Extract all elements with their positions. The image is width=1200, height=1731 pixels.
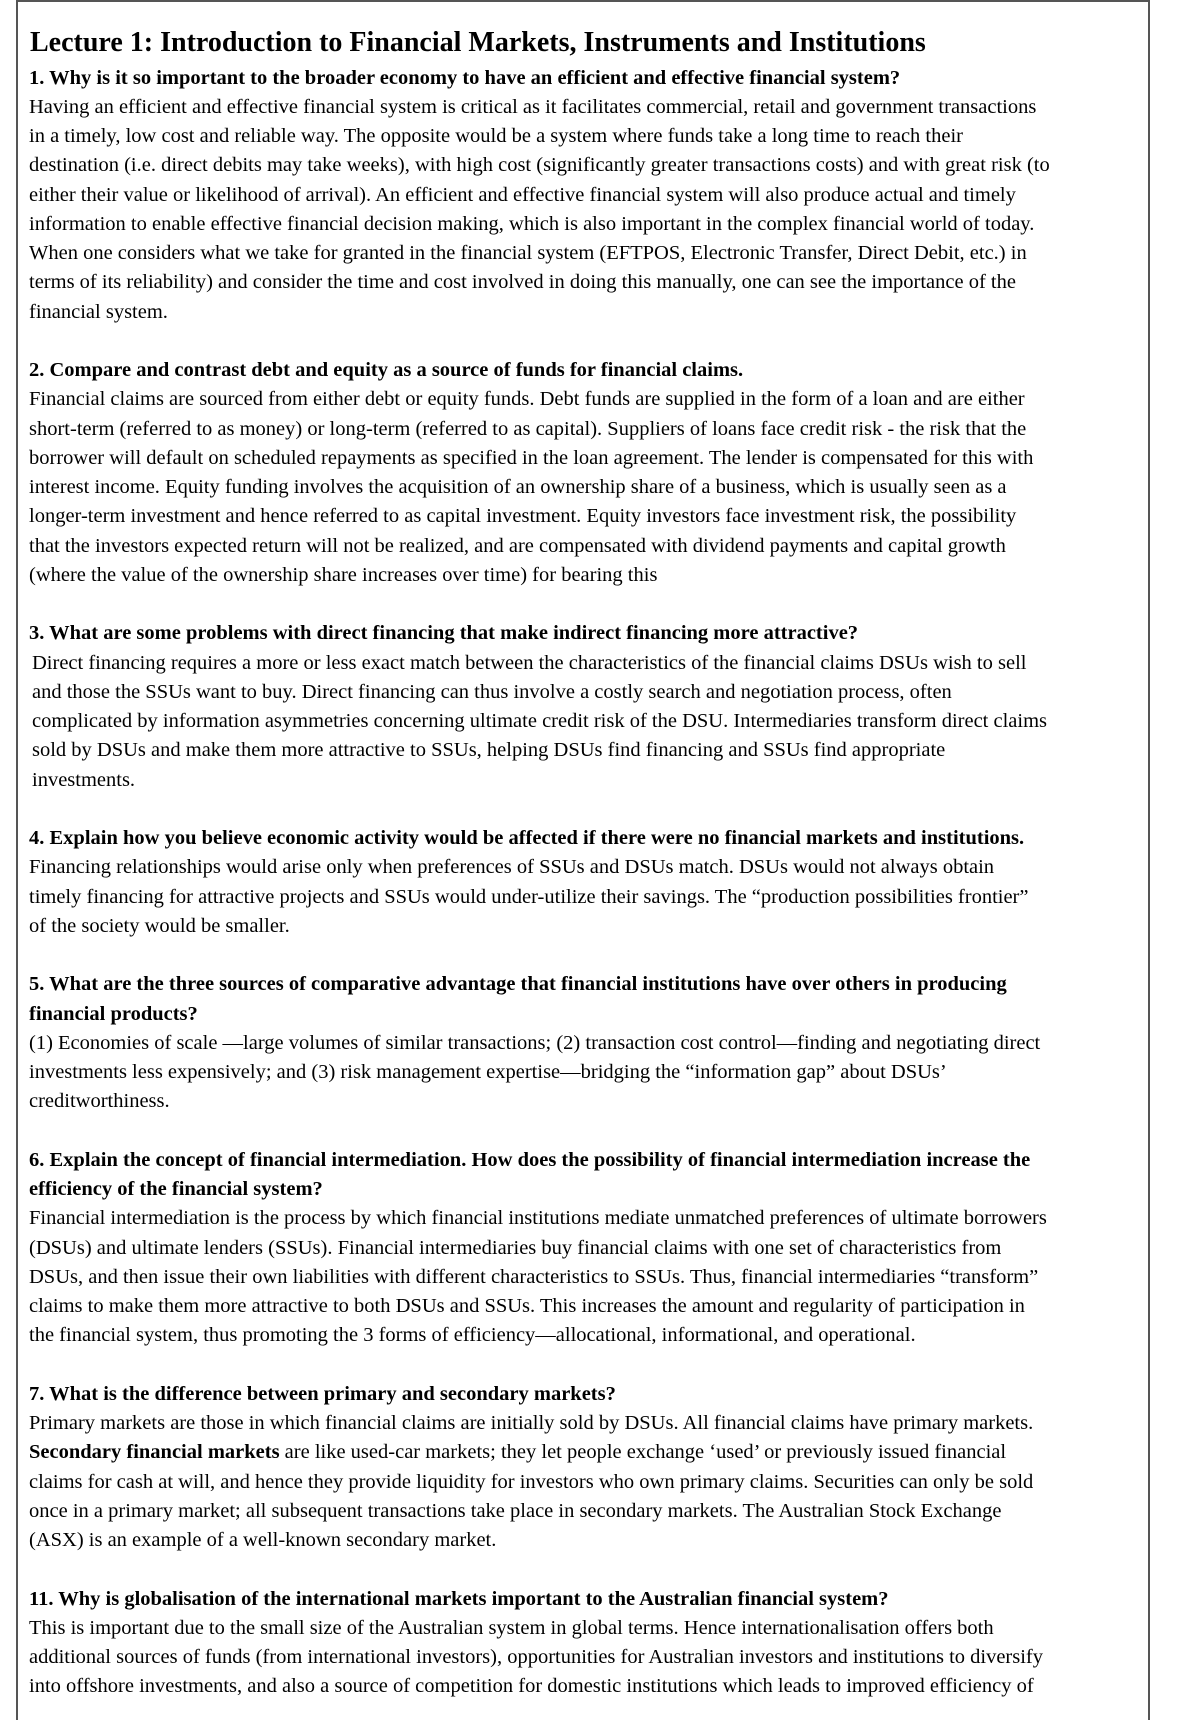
answer-line: the financial system, thus promoting the 3 forms of efficiency—allocational, informational, and operational. (29, 1324, 916, 1347)
answer-line: (1) Economies of scale —large volumes of similar transactions; (2) transaction cost control—finding and negotiating direct (29, 1031, 1041, 1054)
answer-line: sold by DSUs and make them more attractive to SSUs, helping DSUs find financing and SSUs find appropriate (32, 739, 946, 762)
question-heading: 6. Explain the concept of financial intermediation. How does the possibility of financial intermediation increase the (29, 1148, 1031, 1171)
question-heading: financial products? (29, 1002, 198, 1025)
answer-line: information to enable effective financial decision making, which is also important in the complex financial world of today. (29, 212, 1035, 235)
answer-line: Having an efficient and effective financial system is critical as it facilitates commercial, retail and government transactions (29, 95, 1037, 118)
answer-line (29, 1438, 1149, 1467)
answer-line: claims to make them more attractive to both DSUs and SSUs. This increases the amount and regularity of participation in (29, 1295, 1025, 1317)
answer-line: Financial intermediation is the process by which financial institutions mediate unmatched preferences of ultimate borrowers (29, 1207, 1047, 1230)
answer-line: investments less expensively; and (3) risk management expertise—bridging the “information gap” about DSUs’ (29, 1061, 947, 1083)
question-section (29, 824, 1149, 941)
answer-line: Financing relationships would arise only when preferences of SSUs and DSUs match. DSUs would not always obtain (29, 856, 995, 879)
question-section (29, 356, 1149, 590)
answer-line: When one considers what we take for granted in the financial system (EFTPOS, Electronic Transfer, Direct Debit, etc.) in (29, 242, 1027, 264)
answer-line: DSUs, and then issue their own liabilities with different characteristics to SSUs. Thus, financial intermediaries “transform” (29, 1265, 1039, 1288)
answer-line: interest income. Equity funding involves the acquisition of an ownership share of a business, which is usually seen as a (29, 476, 1007, 498)
answer-line: Direct financing requires a more or less exact match between the characteristics of the financial claims DSUs wish to sell (32, 651, 1027, 674)
question-section (29, 1585, 1149, 1702)
answer-line: and those the SSUs want to buy. Direct financing can thus involve a costly search and negotiation process, often (32, 680, 952, 703)
answer-line: destination (i.e. direct debits may take weeks), with high cost (significantly greater transactions costs) and with great risk (to (29, 154, 1050, 177)
answer-line: financial system. (29, 300, 168, 323)
question-section (29, 1380, 1149, 1556)
answer-line: claims for cash at will, and hence they provide liquidity for investors who own primary claims. Securities can only be sold (29, 1470, 1034, 1493)
answer-line: creditworthiness. (29, 1090, 170, 1113)
page-title: Lecture 1: Introduction to Financial Markets, Instruments and Institutions (30, 27, 926, 58)
question-section (29, 64, 1149, 327)
answer-line: timely financing for attractive projects and SSUs would under-utilize their savings. The “production possibilities frontier” (29, 885, 1029, 908)
question-section (29, 970, 1149, 1116)
answer-line: into offshore investments, and also a source of competition for domestic institutions which leads to improved efficiency of (29, 1675, 1034, 1698)
question-section (29, 619, 1149, 795)
question-heading: 1. Why is it so important to the broader economy to have an efficient and effective financial system? (29, 66, 901, 89)
answer-line: additional sources of funds (from international investors), opportunities for Australian investors and institutions to diversify (29, 1646, 1044, 1668)
answer-line: of the society would be smaller. (29, 914, 290, 937)
answer-line: terms of its reliability) and consider the time and cost involved in doing this manually, one can see the importance of the (29, 271, 1016, 294)
answer-line: Financial claims are sourced from either debt or equity funds. Debt funds are supplied in the form of a loan and are either (29, 388, 1025, 411)
answer-line: Primary markets are those in which financial claims are initially sold by DSUs. All financial claims have primary markets. (29, 1412, 1034, 1434)
answer-line: borrower will default on scheduled repayments as specified in the loan agreement. The lender is compensated for this with (29, 446, 1034, 469)
answer-line: (DSUs) and ultimate lenders (SSUs). Financial intermediaries buy financial claims with one set of characteristics from (29, 1236, 1002, 1259)
answer-line: longer-term investment and hence referred to as capital investment. Equity investors face investment risk, the possibility (29, 505, 1017, 528)
question-heading: 7. What is the difference between primary and secondary markets? (29, 1382, 616, 1405)
answer-line: This is important due to the small size of the Australian system in global terms. Hence internationalisation offers both (29, 1616, 994, 1639)
answer-line: short-term (referred to as money) or long-term (referred to as capital). Suppliers of loans face credit risk - the risk that the (29, 417, 1027, 440)
answer-line: that the investors expected return will not be realized, and are compensated with dividend payments and capital growth (29, 534, 1006, 557)
bold-term: Secondary financial markets (29, 1441, 280, 1464)
answer-line: complicated by information asymmetries concerning ultimate credit risk of the DSU. Intermediaries transform direct claims (32, 710, 1048, 732)
question-heading: 2. Compare and contrast debt and equity as a source of funds for financial claims. (29, 359, 744, 381)
question-heading: 11. Why is globalisation of the international markets important to the Australian financial system? (29, 1587, 889, 1610)
question-heading: 4. Explain how you believe economic activity would be affected if there were no financial markets and institutions. (29, 827, 1025, 849)
answer-text: are like used-car markets; they let people exchange ‘used’ or previously issued financial (279, 1441, 1007, 1464)
question-heading: efficiency of the financial system? (29, 1178, 323, 1200)
question-heading: 3. What are some problems with direct financing that make indirect financing more attractive? (29, 622, 859, 645)
question-section (29, 1146, 1149, 1351)
answer-line: in a timely, low cost and reliable way. The opposite would be a system where funds take a long time to reach their (29, 125, 964, 147)
answer-line: either their value or likelihood of arrival). An efficient and effective financial system will also produce actual and timely (29, 183, 1016, 206)
question-heading: 5. What are the three sources of comparative advantage that financial institutions have over others in producing (29, 973, 1007, 996)
answer-line: once in a primary market; all subsequent transactions take place in secondary markets. The Australian Stock Exchange (29, 1499, 1002, 1522)
answer-line: (where the value of the ownership share increases over time) for bearing this (29, 563, 658, 586)
answer-line: investments. (32, 768, 136, 791)
document-body (29, 64, 1149, 1731)
answer-line: (ASX) is an example of a well-known secondary market. (29, 1529, 497, 1551)
